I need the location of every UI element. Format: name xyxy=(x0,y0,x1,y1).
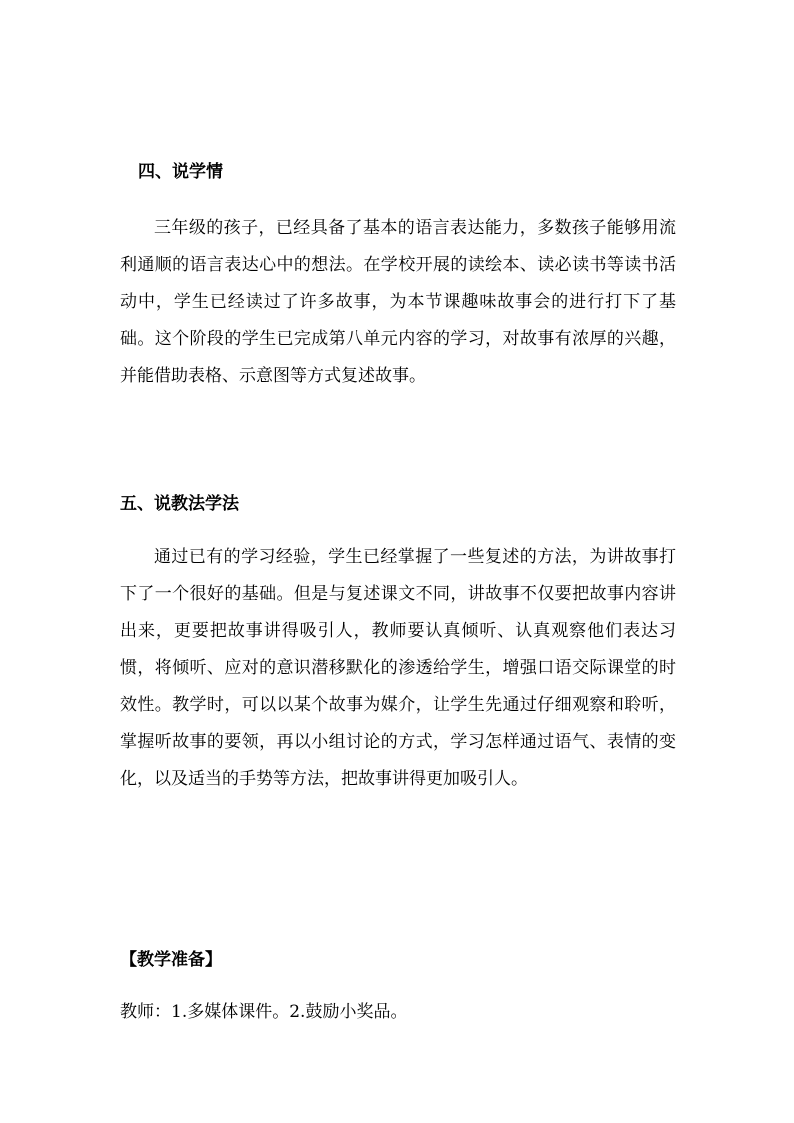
section-heading-teaching-methods: 五、说教法学法 xyxy=(120,494,239,514)
student-analysis-paragraph: 三年级的孩子，已经具备了基本的语言表达能力，多数孩子能够用流利通顺的语言表达心中的想法。在学校开展的读绘本、读必读书等读书活动中，学生已经读过了许多故事，为本节课趣味故事会的进行打下了基础。这个阶段的学生已完成第八单元内容的学习，对故事有浓厚的兴趣，并能借助表格、示意图等方式复述故事。 xyxy=(120,218,676,386)
teaching-methods-paragraph: 通过已有的学习经验，学生已经掌握了一些复述的方法，为讲故事打下了一个很好的基础。但是与复述课文不同，讲故事不仅要把故事内容讲出来，更要把故事讲得吸引人，教师要认真倾听、认真观察他们表达习惯，将倾听、应对的意识潜移默化的渗透给学生，增强口语交际课堂的时效性。教学时，可以以某个故事为媒介，让学生先通过仔细观察和聆听，掌握听故事的要领，再以小组讨论的方式，学习怎样通过语气、表情的变化，以及适当的手势等方法，把故事讲得更加吸引人。 xyxy=(120,547,676,789)
teacher-preparation-line: 教师：1.多媒体课件。2.鼓励小奖品。 xyxy=(120,1002,408,1022)
section-heading-student-analysis: 四、说学情 xyxy=(138,162,223,182)
section-heading-teaching-preparation: 【教学准备】 xyxy=(120,950,222,970)
